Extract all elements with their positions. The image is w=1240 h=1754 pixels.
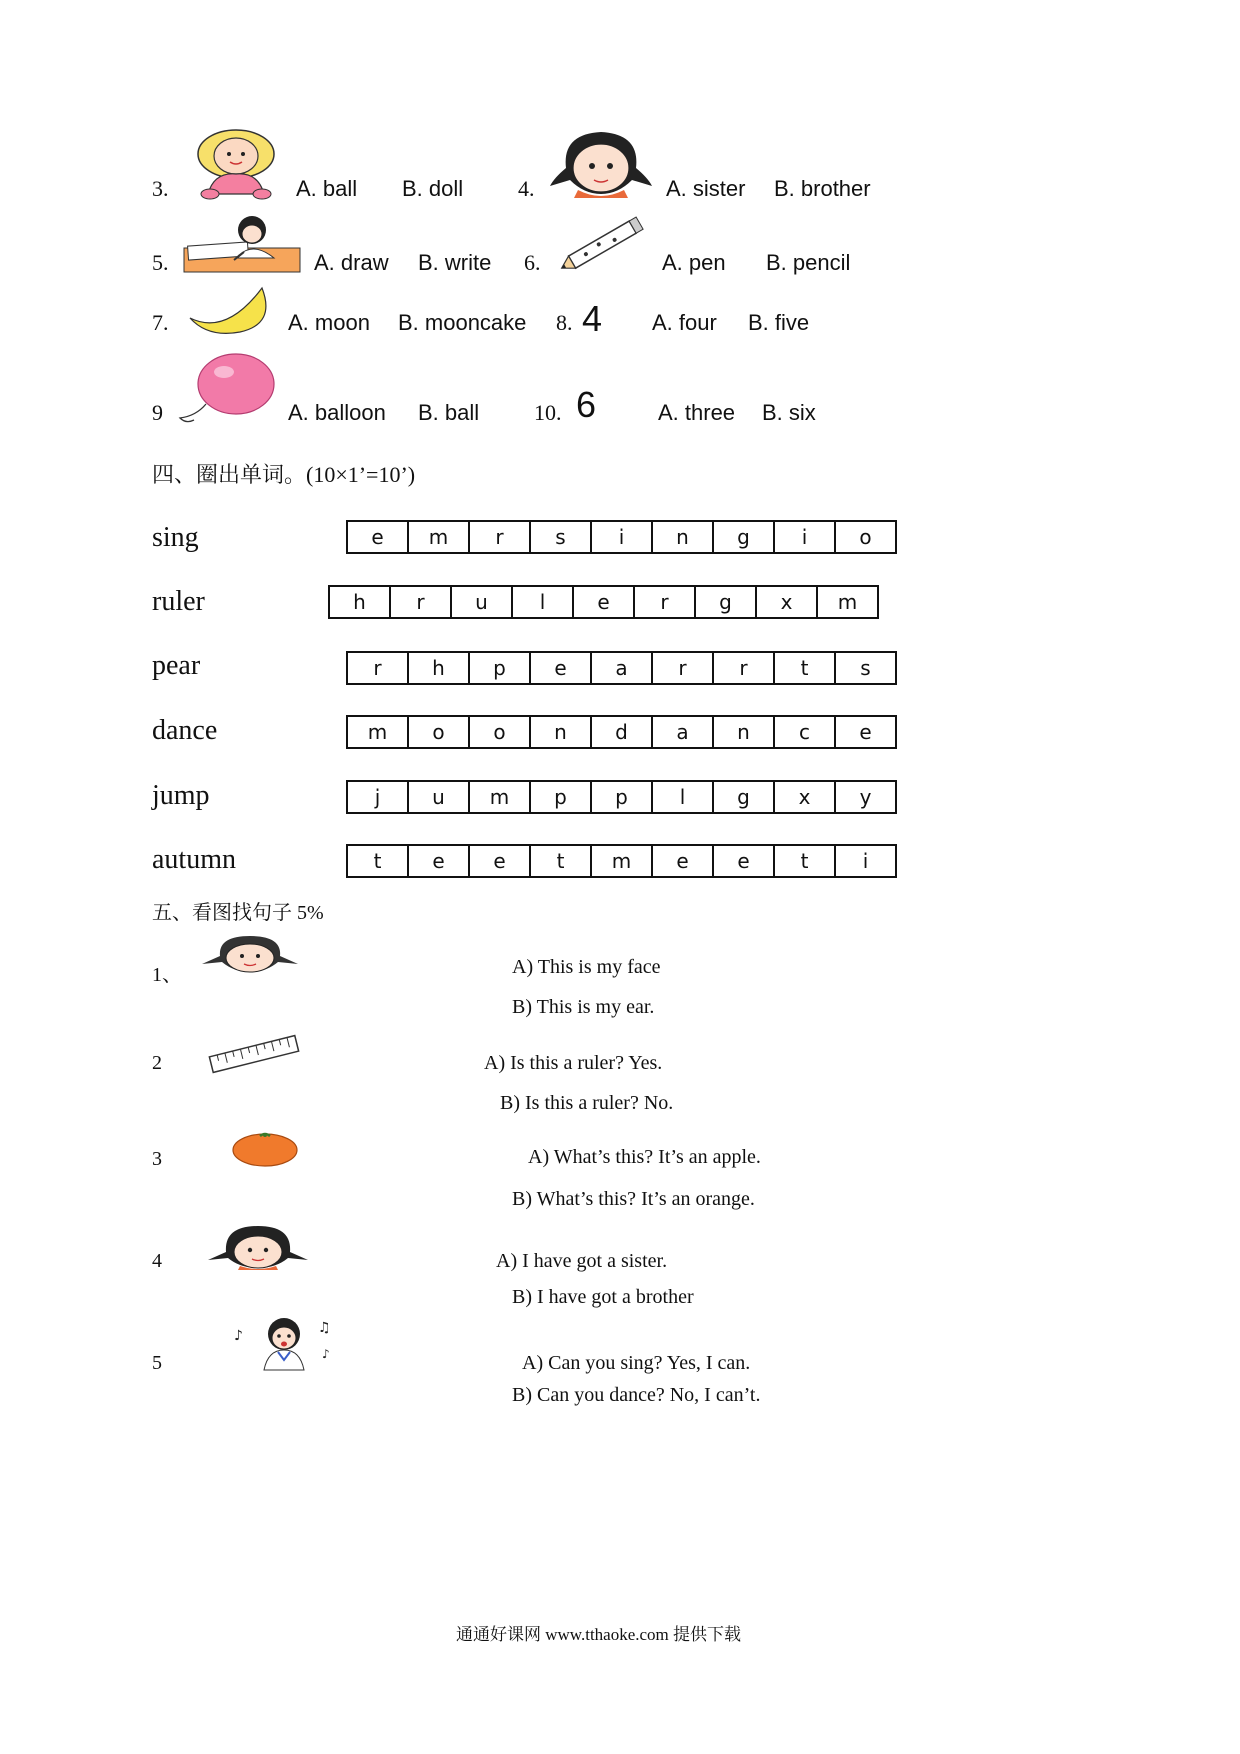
q6-option-b: B. pencil (766, 250, 851, 275)
letter-cell[interactable]: e (531, 653, 592, 683)
letter-cell[interactable]: m (592, 846, 653, 876)
letter-cell[interactable]: p (531, 782, 592, 812)
letter-cell[interactable]: d (592, 717, 653, 747)
target-word: ruler (152, 586, 205, 617)
letter-cell[interactable]: t (348, 846, 409, 876)
letter-cell[interactable]: r (470, 522, 531, 552)
item5-number: 5 (152, 1352, 162, 1374)
letter-cell[interactable]: s (531, 522, 592, 552)
letter-cell[interactable]: t (775, 653, 836, 683)
q9-option-b: B. ball (418, 400, 480, 425)
letter-cell[interactable]: u (452, 587, 513, 617)
balloon-icon (176, 352, 276, 424)
letter-cell[interactable]: g (714, 782, 775, 812)
item5-option-b: B) Can you dance? No, I can’t. (512, 1384, 761, 1406)
item3-option-b: B) What’s this? It’s an orange. (512, 1188, 755, 1210)
letter-cell[interactable]: n (653, 522, 714, 552)
letter-cell[interactable]: e (859, 720, 872, 744)
letter-cell[interactable]: j (348, 782, 409, 812)
moon-icon (186, 284, 276, 334)
letter-cell[interactable]: r (714, 653, 775, 683)
letter-cell[interactable]: e (409, 846, 470, 876)
letter-cell[interactable]: m (348, 717, 409, 747)
orange-icon (230, 1130, 300, 1168)
svg-text:♪: ♪ (322, 1347, 330, 1361)
q6-number: 6. (524, 250, 541, 275)
q7-number: 7. (152, 310, 169, 335)
letter-cell[interactable]: e (574, 587, 635, 617)
letter-cell[interactable]: p (470, 653, 531, 683)
letter-cell[interactable]: r (391, 587, 452, 617)
q4-option-b: B. brother (774, 176, 871, 201)
letter-grid (346, 520, 897, 554)
letter-cell[interactable]: c (775, 717, 836, 747)
item3-option-a: A) What’s this? It’s an apple. (528, 1146, 761, 1168)
letter-cell[interactable]: t (775, 846, 836, 876)
target-word: jump (152, 780, 210, 811)
item4-number: 4 (152, 1250, 162, 1272)
letter-cell[interactable]: g (714, 522, 775, 552)
q4-number: 4. (518, 176, 535, 201)
letter-cell[interactable]: p (592, 782, 653, 812)
letter-cell[interactable]: e (714, 846, 775, 876)
letter-cell[interactable]: i (862, 849, 869, 873)
item1-option-b: B) This is my ear. (512, 996, 655, 1018)
part5-heading: 五、看图找句子 5% (152, 902, 324, 924)
letter-cell[interactable]: t (531, 846, 592, 876)
q5-number: 5. (152, 250, 169, 275)
q10-option-a: A. three (658, 400, 736, 425)
letter-cell[interactable]: e (470, 846, 531, 876)
letter-cell[interactable]: i (775, 522, 836, 552)
q6-option-a: A. pen (662, 250, 726, 275)
letter-cell[interactable]: r (348, 653, 409, 683)
letter-cell[interactable]: r (653, 653, 714, 683)
letter-grid (328, 585, 879, 619)
letter-cell[interactable]: x (775, 782, 836, 812)
q3-number: 3. (152, 176, 169, 201)
letter-cell[interactable]: n (531, 717, 592, 747)
item1-number: 1、 (152, 964, 182, 986)
letter-cell[interactable]: m (470, 782, 531, 812)
letter-cell[interactable]: h (409, 653, 470, 683)
letter-cell[interactable]: s (860, 656, 871, 680)
letter-cell[interactable]: m (409, 522, 470, 552)
writing-girl-icon (182, 214, 302, 274)
letter-grid (346, 780, 897, 814)
letter-cell[interactable]: r (635, 587, 696, 617)
q9-option-a: A. balloon (288, 400, 386, 425)
target-word: dance (152, 715, 218, 746)
target-word: sing (152, 522, 199, 553)
letter-grid (346, 715, 897, 749)
letter-cell[interactable]: e (653, 846, 714, 876)
letter-cell[interactable]: m (837, 590, 858, 614)
item2-option-a: A) Is this a ruler? Yes. (484, 1052, 663, 1074)
q8-number: 8. (556, 310, 573, 335)
number-glyph-six: 6 (576, 384, 597, 425)
letter-cell[interactable]: i (592, 522, 653, 552)
q10-number: 10. (534, 400, 562, 425)
letter-cell[interactable]: h (330, 587, 391, 617)
target-word: autumn (152, 844, 236, 875)
letter-cell[interactable]: l (653, 782, 714, 812)
letter-grid (346, 844, 897, 878)
item3-number: 3 (152, 1148, 162, 1170)
footer-credit: 通通好课网 www.tthaoke.com 提供下载 (456, 1625, 742, 1644)
letter-cell[interactable]: n (714, 717, 775, 747)
q9-number: 9 (152, 400, 163, 425)
letter-grid (346, 651, 897, 685)
girl-face-icon (548, 128, 654, 198)
item1-option-a: A) This is my face (512, 956, 661, 978)
number-glyph-four: 4 (582, 298, 603, 339)
q3-option-a: A. ball (296, 176, 358, 201)
item4-option-a: A) I have got a sister. (496, 1250, 668, 1272)
q8-option-b: B. five (748, 310, 810, 335)
q5-option-b: B. write (418, 250, 492, 275)
letter-cell[interactable]: e (348, 522, 409, 552)
item5-option-a: A) Can you sing? Yes, I can. (522, 1352, 751, 1374)
item2-number: 2 (152, 1052, 162, 1074)
letter-cell[interactable]: a (653, 717, 714, 747)
q7-option-a: A. moon (288, 310, 370, 335)
girl-face-icon (206, 1224, 310, 1270)
girl-face-icon (198, 934, 302, 974)
letter-cell[interactable]: a (592, 653, 653, 683)
q3-option-b: B. doll (402, 176, 464, 201)
q5-option-a: A. draw (314, 250, 389, 275)
part4-heading: 四、圈出单词。(10×1’=10’) (152, 462, 416, 487)
letter-cell[interactable]: l (513, 587, 574, 617)
letter-cell[interactable]: o (409, 717, 470, 747)
q7-option-b: B. mooncake (398, 310, 527, 335)
item4-option-b: B) I have got a brother (512, 1286, 694, 1308)
letter-cell[interactable]: u (409, 782, 470, 812)
target-word: pear (152, 650, 201, 681)
letter-cell[interactable]: x (757, 587, 818, 617)
letter-cell[interactable]: o (470, 717, 531, 747)
singing-girl-icon (228, 1314, 338, 1372)
svg-text:♫: ♫ (318, 1320, 331, 1336)
letter-cell[interactable]: o (859, 525, 872, 549)
svg-text:♪: ♪ (234, 1328, 243, 1344)
q8-option-a: A. four (652, 310, 717, 335)
letter-cell[interactable]: g (696, 587, 757, 617)
ruler-icon (206, 1034, 302, 1074)
doll-icon (186, 128, 286, 200)
q4-option-a: A. sister (666, 176, 746, 201)
item2-option-b: B) Is this a ruler? No. (500, 1092, 674, 1114)
q10-option-b: B. six (762, 400, 816, 425)
letter-cell[interactable]: y (859, 785, 872, 809)
pencil-icon (554, 218, 650, 274)
